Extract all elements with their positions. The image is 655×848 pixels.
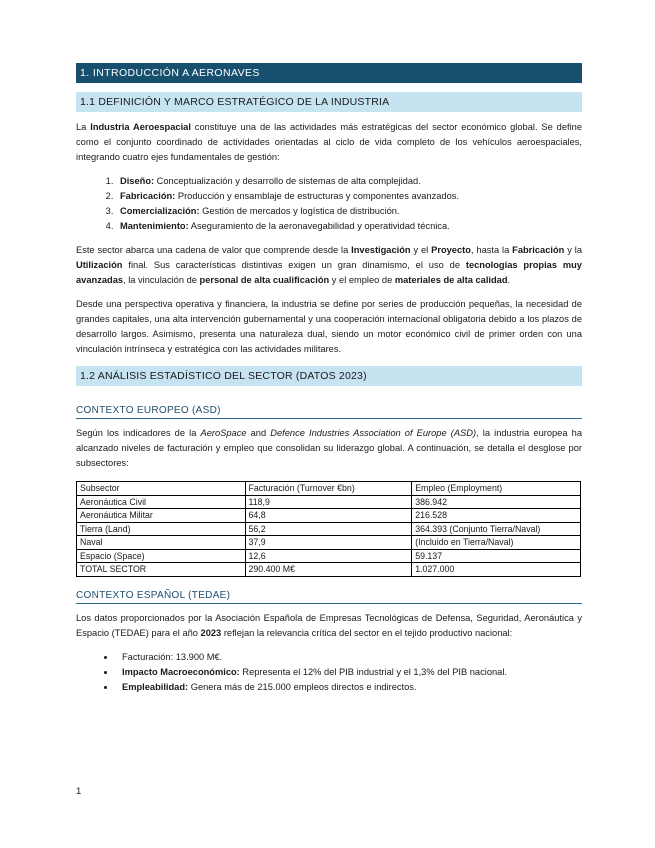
table-row <box>77 522 581 536</box>
section-1-heading: 1. INTRODUCCIÓN A AERONAVES <box>76 63 582 83</box>
table-cell: 12,6 <box>245 549 412 563</box>
table-cell: 64,8 <box>245 509 412 523</box>
list-item: 1. Diseño: Conceptualización y desarrollo de sistemas de alta complejidad. <box>116 174 582 189</box>
table-cell: Naval <box>77 536 246 550</box>
table-cell: Aeronáutica Civil <box>77 495 246 509</box>
table-cell: 1.027.000 <box>412 563 581 577</box>
table-header-cell: Empleo (Employment) <box>412 482 581 496</box>
table-cell: 118,9 <box>245 495 412 509</box>
definition-paragraph: La Industria Aeroespacial constituye una de las actividades más estratégicas del sector económico global. Se define como el conjunto coordinado de actividades orientadas al ciclo de vida completo de los vehículos aeroespaciales, integrando cuatro ejes fundamentales de gestión: <box>76 122 583 162</box>
table-row <box>77 495 581 509</box>
section-1-1-heading: 1.1 DEFINICIÓN Y MARCO ESTRATÉGICO DE LA INDUSTRIA <box>76 92 582 112</box>
table-cell: Aeronáutica Militar <box>77 509 246 523</box>
table-cell: 37,9 <box>245 536 412 550</box>
table-total-row <box>77 563 581 577</box>
table-cell: 216.528 <box>412 509 581 523</box>
value-chain-paragraph: Este sector abarca una cadena de valor que comprende desde la Investigación y el Proyecto, hasta la Fabricación y la Utilización final. Sus características distintivas exigen un gran dinamismo, el uso de tecnologías propias muy avanzadas, la vinculación de personal de alta cualificación y el empleo de materiales de alta calidad. <box>76 245 582 285</box>
european-context-paragraph: Según los indicadores de la AeroSpace and Defence Industries Association of Europe (ASD), la industria europea ha alcanzado niveles de facturación y empleo que consolidan su liderazgo global. A continuación, se detalla el desglose por subsectores: <box>76 428 582 468</box>
tedae-bullet-list <box>76 650 582 695</box>
document-page <box>76 63 582 695</box>
management-axes-list <box>76 174 582 234</box>
table-cell: Tierra (Land) <box>77 522 246 536</box>
page-number: 1 <box>76 786 82 797</box>
list-item: • Empleabilidad: Genera más de 215.000 empleos directos e indirectos. <box>116 680 582 695</box>
table-cell: 290.400 M€ <box>245 563 412 577</box>
spanish-context-paragraph: Los datos proporcionados por la Asociación Española de Empresas Tecnológicas de Defensa, Seguridad, Aeronáutica y Espacio (TEDAE) para el año 2023 reflejan la relevancia crítica del sector en el tejido productivo nacional: <box>76 612 582 638</box>
table-cell: 56,2 <box>245 522 412 536</box>
list-item: • Facturación: 13.900 M€. <box>116 650 582 665</box>
table-cell: (Incluido en Tierra/Naval) <box>412 536 581 550</box>
european-context-heading: CONTEXTO EUROPEO (ASD) <box>76 405 582 419</box>
table-cell: Espacio (Space) <box>77 549 246 563</box>
subsector-table <box>76 481 581 577</box>
spanish-context-heading: CONTEXTO ESPAÑOL (TEDAE) <box>76 590 582 604</box>
table-row <box>77 536 581 550</box>
section-1-2-heading: 1.2 ANÁLISIS ESTADÍSTICO DEL SECTOR (DATOS 2023) <box>76 366 582 386</box>
table-header-row <box>77 482 581 496</box>
table-cell: 59.137 <box>412 549 581 563</box>
list-item: 2. Fabricación: Producción y ensamblaje de estructuras y componentes avanzados. <box>116 189 582 204</box>
list-item: • Impacto Macroeconómico: Representa el 12% del PIB industrial y el 1,3% del PIB nacional. <box>116 665 582 680</box>
table-row <box>77 549 581 563</box>
list-item: 3. Comercialización: Gestión de mercados y logística de distribución. <box>116 204 582 219</box>
list-item: 4. Mantenimiento: Aseguramiento de la aeronavegabilidad y operatividad técnica. <box>116 219 582 234</box>
table-header-cell: Subsector <box>77 482 246 496</box>
operational-paragraph: Desde una perspectiva operativa y financiera, la industria se define por series de producción pequeñas, la necesidad de grandes capitales, una alta intervención gubernamental y una cooperación internacional obligatoria debido a los plazos de desarrollo largos. Asimismo, presenta una naturaleza dual, siendo un motor económico civil de primer orden con una vinculación intrínseca y estratégica con las actividades militares. <box>76 299 582 354</box>
table-cell: 386.942 <box>412 495 581 509</box>
table-row <box>77 509 581 523</box>
table-cell: 364.393 (Conjunto Tierra/Naval) <box>412 522 581 536</box>
table-cell: TOTAL SECTOR <box>77 563 246 577</box>
table-header-cell: Facturación (Turnover €bn) <box>245 482 412 496</box>
